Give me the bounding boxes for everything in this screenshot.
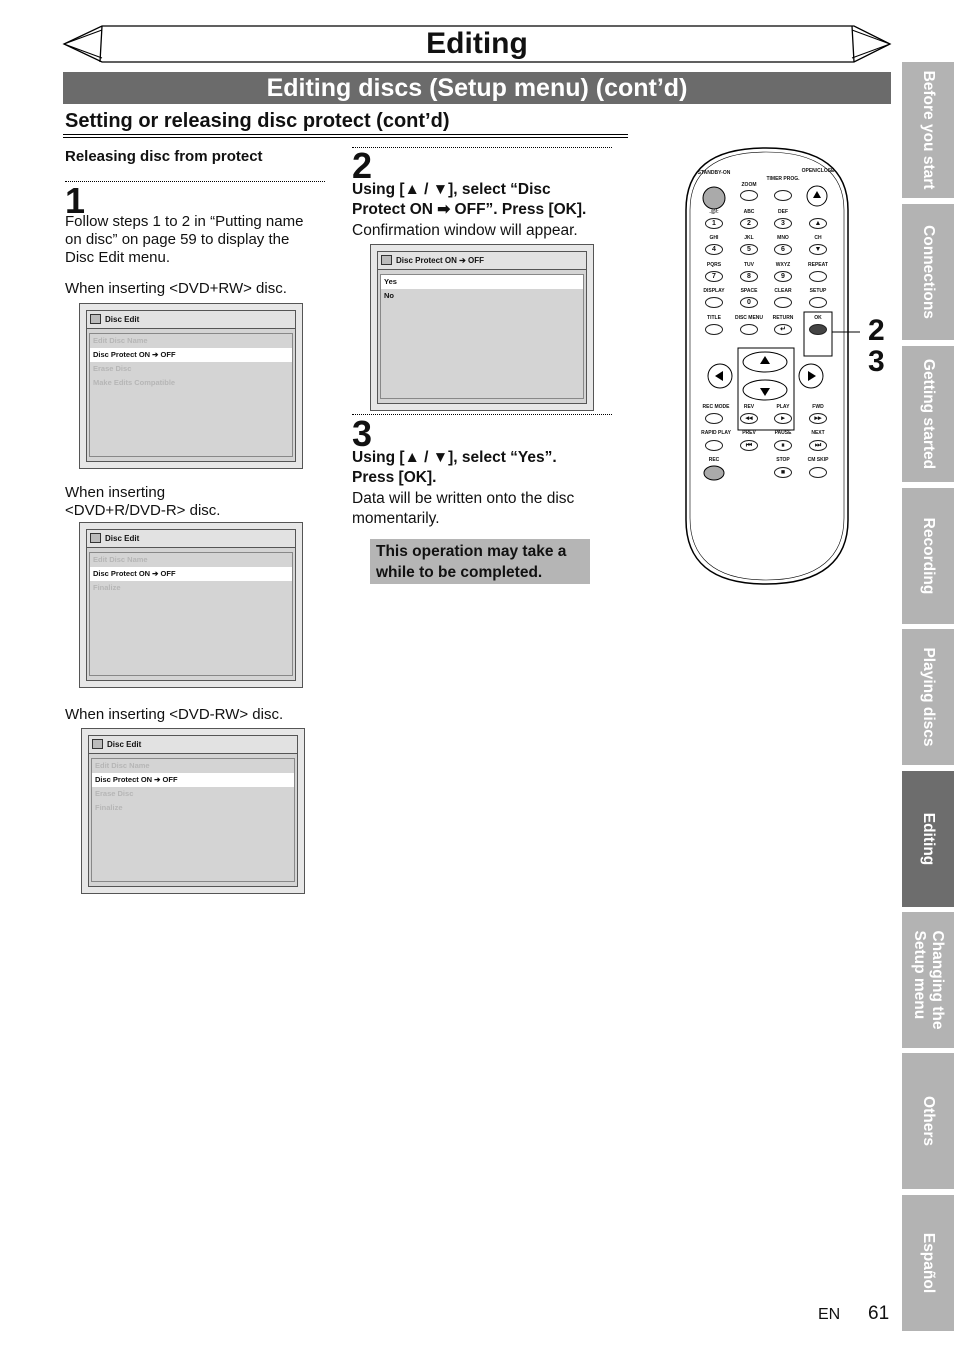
option-yes[interactable]: Yes bbox=[381, 275, 583, 289]
case2-label: When inserting <DVD+R/DVD-R> disc. bbox=[65, 484, 221, 519]
divider bbox=[65, 181, 325, 182]
return-label: RETURN bbox=[772, 315, 794, 321]
tab-editing[interactable] bbox=[902, 771, 954, 907]
setup-label: SETUP bbox=[809, 288, 827, 294]
callout-step-3: 3 bbox=[868, 345, 885, 378]
zoom-button[interactable] bbox=[740, 190, 758, 201]
space-label: SPACE bbox=[740, 288, 758, 294]
display-button[interactable] bbox=[705, 297, 723, 308]
display-label: DISPLAY bbox=[703, 288, 725, 294]
tab-label: Playing discs bbox=[920, 647, 937, 747]
next-button[interactable]: ⏭ bbox=[809, 440, 827, 451]
digit-1-button[interactable]: 1 bbox=[705, 218, 723, 229]
screen-title: Disc Edit bbox=[105, 315, 140, 324]
menu-option[interactable]: Erase Disc bbox=[95, 789, 134, 798]
note-box: This operation may take a while to be completed. bbox=[370, 539, 590, 584]
step1-text: Follow steps 1 to 2 in “Putting name on disc” on page 59 to display the Disc Edit menu. bbox=[65, 213, 304, 266]
tab-label: Getting started bbox=[920, 358, 937, 470]
key-label: .@/: bbox=[709, 209, 719, 215]
step3-instruction: Using [▲ / ▼], select “Yes”. Press [OK]. bbox=[352, 449, 557, 486]
tab-espanol[interactable] bbox=[902, 1195, 954, 1331]
menu-option[interactable]: Edit Disc Name bbox=[95, 761, 150, 770]
key-label: ABC bbox=[743, 209, 755, 215]
tab-label: Recording bbox=[920, 517, 937, 595]
zoom-label: ZOOM bbox=[741, 182, 757, 188]
key-label: PQRS bbox=[706, 262, 722, 268]
ok-label: OK bbox=[814, 315, 822, 321]
option-no[interactable]: No bbox=[384, 291, 394, 300]
title-button[interactable] bbox=[705, 324, 723, 335]
key-label: WXYZ bbox=[775, 262, 791, 268]
menu-option-selected[interactable]: Disc Protect ON ➔ OFF bbox=[90, 567, 292, 581]
ok-button[interactable] bbox=[809, 324, 827, 335]
disc-edit-screen-dvdrw-minus bbox=[81, 728, 305, 894]
divider bbox=[352, 147, 612, 148]
page-number: 61 bbox=[868, 1303, 890, 1324]
key-label: TUV bbox=[744, 262, 754, 268]
digit-2-button[interactable]: 2 bbox=[740, 218, 758, 229]
rev-label: REV bbox=[743, 404, 755, 410]
pause-button[interactable]: ⏸ bbox=[774, 440, 792, 451]
clear-button[interactable] bbox=[774, 297, 792, 308]
stop-button[interactable]: ■ bbox=[774, 467, 792, 478]
menu-option[interactable]: Make Edits Compatible bbox=[93, 378, 176, 387]
cm-skip-button[interactable] bbox=[809, 467, 827, 478]
rapid-play-button[interactable] bbox=[705, 440, 723, 451]
disc-edit-screen-dvdrw-plus bbox=[79, 303, 303, 469]
tab-label: Editing bbox=[920, 812, 937, 866]
key-label: GHI bbox=[709, 235, 719, 241]
channel-down-button[interactable]: ▼ bbox=[809, 244, 827, 255]
tab-label: Español bbox=[920, 1232, 937, 1294]
standby-label: STANDBY-ON bbox=[697, 170, 731, 176]
case1-label: When inserting <DVD+RW> disc. bbox=[65, 280, 287, 297]
tab-label: Connections bbox=[920, 225, 937, 319]
disc-menu-button[interactable] bbox=[740, 324, 758, 335]
callout-step-2: 2 bbox=[868, 314, 885, 347]
repeat-label: REPEAT bbox=[808, 262, 828, 268]
fwd-label: FWD bbox=[812, 404, 824, 410]
tab-label: Others bbox=[920, 1096, 937, 1146]
timer-prog-button[interactable] bbox=[774, 190, 792, 201]
pause-label: PAUSE bbox=[774, 430, 792, 436]
step2-text: Confirmation window will appear. bbox=[352, 222, 578, 239]
prev-button[interactable]: ⏮ bbox=[740, 440, 758, 451]
channel-up-button[interactable]: ▲ bbox=[809, 218, 827, 229]
page-subtitle: Editing discs (Setup menu) (cont’d) bbox=[63, 72, 891, 104]
confirm-screen bbox=[370, 244, 594, 411]
digit-0-button[interactable]: 0 bbox=[740, 297, 758, 308]
menu-option[interactable]: Edit Disc Name bbox=[93, 555, 148, 564]
tab-connections[interactable] bbox=[902, 204, 954, 340]
screen-title: Disc Edit bbox=[105, 534, 140, 543]
language-code: EN bbox=[818, 1306, 841, 1323]
tab-playing-discs[interactable] bbox=[902, 629, 954, 765]
setup-button[interactable] bbox=[809, 297, 827, 308]
step-number: 3 bbox=[352, 413, 373, 454]
chapter-title: Editing bbox=[426, 27, 528, 60]
digit-4-button[interactable]: 4 bbox=[705, 244, 723, 255]
tab-label: Before you start bbox=[920, 70, 937, 190]
title-label: TITLE bbox=[707, 315, 721, 321]
tab-label: Changing the bbox=[929, 930, 946, 1030]
rec-mode-button[interactable] bbox=[705, 413, 723, 424]
screen-title: Disc Edit bbox=[107, 740, 142, 749]
play-label: PLAY bbox=[776, 404, 790, 410]
divider bbox=[352, 414, 612, 415]
rev-button[interactable]: ◂◂ bbox=[740, 413, 758, 424]
disc-menu-label: DISC MENU bbox=[734, 315, 764, 321]
repeat-button[interactable] bbox=[809, 271, 827, 282]
standby-button[interactable] bbox=[704, 184, 726, 206]
key-label: JKL bbox=[744, 235, 754, 241]
tab-changing-setup-menu[interactable] bbox=[902, 912, 954, 1048]
rapid-play-label: RAPID PLAY bbox=[701, 430, 731, 436]
menu-option[interactable]: Finalize bbox=[93, 583, 121, 592]
tab-before-you-start[interactable] bbox=[902, 62, 954, 198]
menu-option[interactable]: Edit Disc Name bbox=[93, 336, 148, 345]
rec-mode-label: REC MODE bbox=[702, 404, 730, 410]
play-button[interactable]: ▸ bbox=[774, 413, 792, 424]
tab-getting-started[interactable] bbox=[902, 346, 954, 482]
digit-5-button[interactable]: 5 bbox=[740, 244, 758, 255]
rec-button[interactable] bbox=[704, 466, 724, 480]
disc-icon bbox=[90, 533, 101, 543]
open-close-label: OPEN/CLOSE bbox=[801, 168, 835, 174]
tab-label: Setup menu bbox=[911, 930, 928, 1020]
open-close-button[interactable] bbox=[807, 186, 827, 206]
section-rule bbox=[63, 134, 628, 138]
digit-7-button[interactable]: 7 bbox=[705, 271, 723, 282]
tab-others[interactable] bbox=[902, 1053, 954, 1189]
remote-control bbox=[672, 140, 860, 600]
section-title: Setting or releasing disc protect (cont’d) bbox=[65, 110, 450, 132]
return-button[interactable]: ↵ bbox=[774, 324, 792, 335]
screen-title: Disc Protect ON ➔ OFF bbox=[396, 256, 485, 265]
menu-option-selected[interactable]: Disc Protect ON ➔ OFF bbox=[92, 773, 294, 787]
step-number: 1 bbox=[65, 180, 86, 221]
chapter-banner bbox=[60, 22, 894, 66]
key-label: MNO bbox=[777, 235, 789, 241]
prev-label: PREV bbox=[742, 430, 756, 436]
channel-label: CH bbox=[814, 235, 822, 241]
menu-option[interactable]: Finalize bbox=[95, 803, 123, 812]
disc-edit-screen-dvdr bbox=[79, 522, 303, 688]
clear-label: CLEAR bbox=[774, 288, 792, 294]
digit-9-button[interactable]: 9 bbox=[774, 271, 792, 282]
fwd-button[interactable]: ▸▸ bbox=[809, 413, 827, 424]
key-label: DEF bbox=[778, 209, 788, 215]
next-label: NEXT bbox=[811, 430, 825, 436]
case3-label: When inserting <DVD-RW> disc. bbox=[65, 706, 284, 723]
timer-prog-label: TIMER PROG. bbox=[766, 176, 800, 182]
cm-skip-label: CM SKIP bbox=[807, 457, 829, 463]
digit-8-button[interactable]: 8 bbox=[740, 271, 758, 282]
digit-6-button[interactable]: 6 bbox=[774, 244, 792, 255]
step-number: 2 bbox=[352, 145, 373, 186]
tab-recording[interactable] bbox=[902, 488, 954, 624]
menu-option[interactable]: Erase Disc bbox=[93, 364, 132, 373]
sub-heading: Releasing disc from protect bbox=[65, 148, 263, 165]
step2-instruction: Using [▲ / ▼], select “Disc Protect ON ➡ OFF”. Press [OK]. bbox=[352, 181, 587, 218]
disc-icon bbox=[381, 255, 392, 265]
digit-3-button[interactable]: 3 bbox=[774, 218, 792, 229]
menu-option-selected[interactable]: Disc Protect ON ➔ OFF bbox=[90, 348, 292, 362]
step3-text: Data will be written onto the disc momentarily. bbox=[352, 490, 575, 527]
disc-icon bbox=[90, 314, 101, 324]
stop-label: STOP bbox=[776, 457, 790, 463]
disc-icon bbox=[92, 739, 103, 749]
rec-label: REC bbox=[708, 457, 720, 463]
